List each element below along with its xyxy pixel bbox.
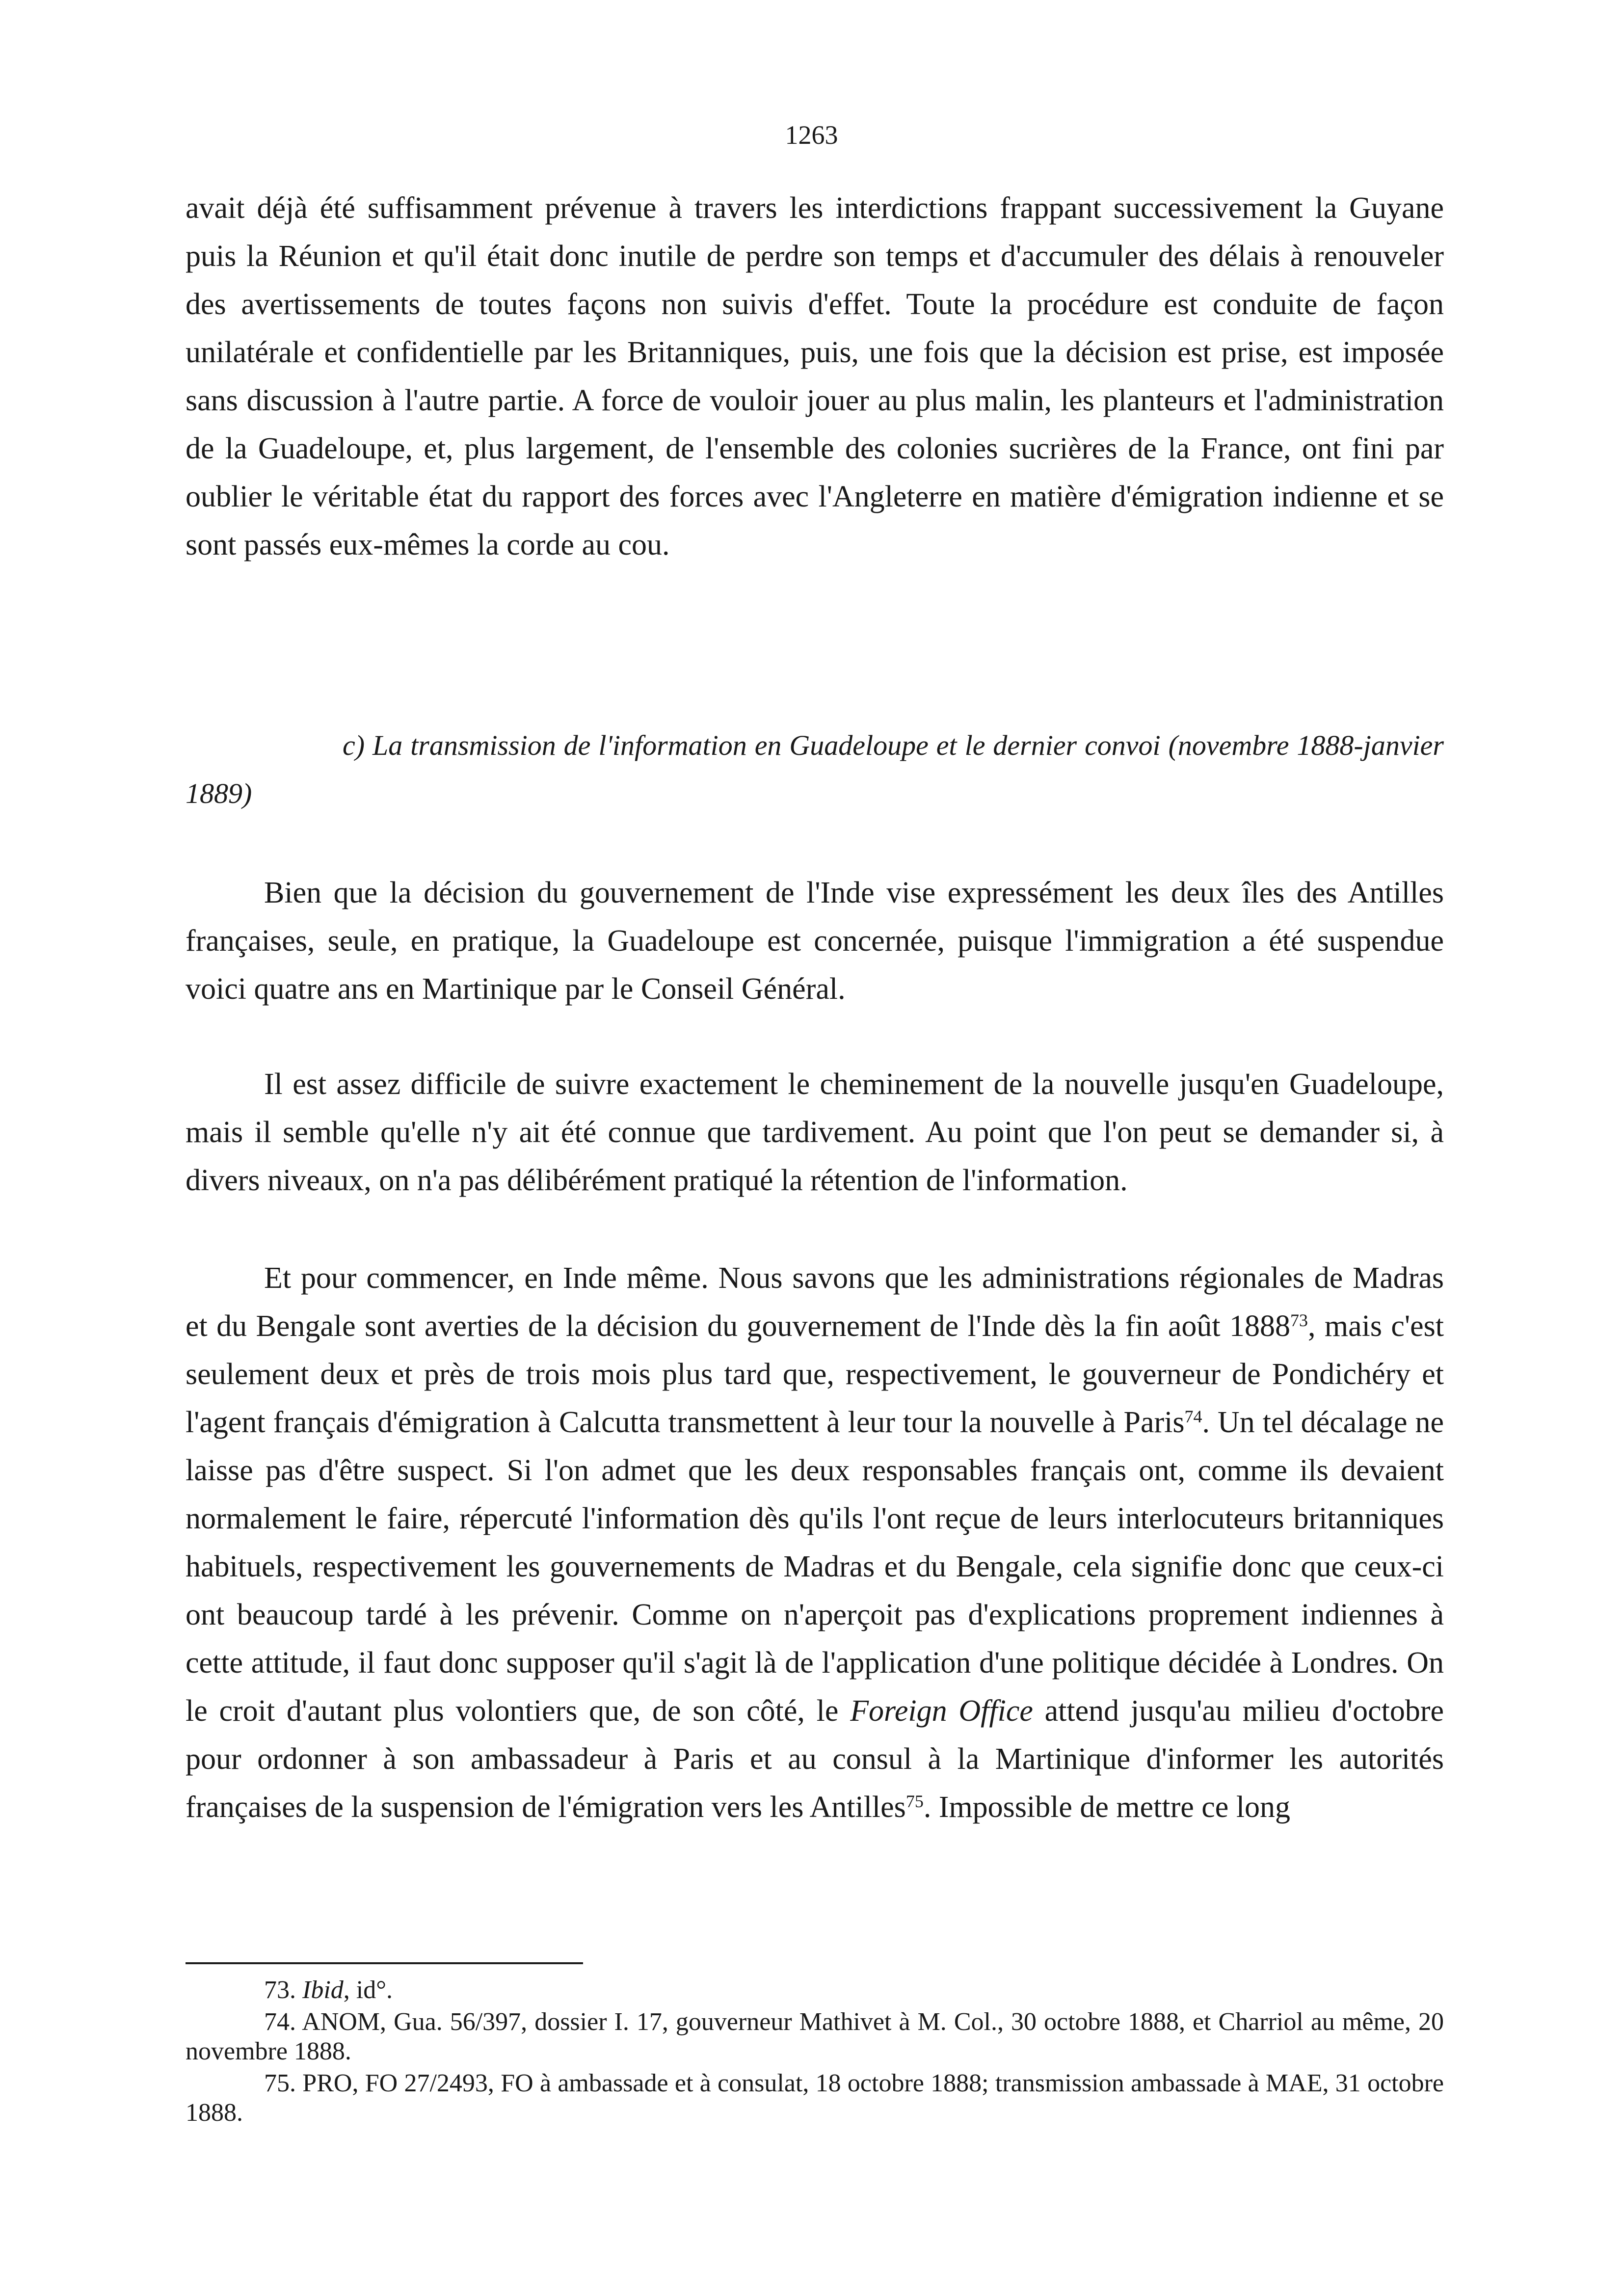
paragraph-4-text: . Impossible de mettre ce long — [923, 1790, 1291, 1824]
paragraph-4 — [186, 1254, 1444, 1831]
paragraph-4-text: . Un tel décalage ne laisse pas d'être suspect. Si l'on admet que les deux responsables français ont, comme ils devaient normalement le faire, répercuté l'information dès qu'ils l'ont reçue de leurs interlocuteurs britanniques habituels, respectivement les gouvernements de Madras et du Bengale, cela signifie donc que ceux-ci ont beaucoup tardé à les prévenir. Comme on n'aperçoit pas d'explications proprement indiennes à cette attitude, il faut donc supposer qu'il s'agit là de l'application d'une politique décidée à Londres. On le croit d'autant plus volontiers que, de son côté, le — [186, 1406, 1444, 1728]
footnote-74: 74. ANOM, Gua. 56/397, dossier I. 17, gouverneur Mathivet à M. Col., 30 octobre 1888, et Charriol au même, 20 novembre 1888. — [186, 2008, 1444, 2065]
paragraph-1: avait déjà été suffisamment prévenue à travers les interdictions frappant successivement la Guyane puis la Réunion et qu'il était donc inutile de perdre son temps et d'accumuler des délais à renouveler des avertissements de toutes façons non suivis d'effet. Toute la procédure est conduite de façon unilatérale et confidentielle par les Britanniques, puis, une fois que la décision est prise, est imposée sans discussion à l'autre partie. A force de vouloir jouer au plus malin, les planteurs et l'administration de la Guadeloupe, et, plus largement, de l'ensemble des colonies sucrières de la France, ont fini par oublier le véritable état du rapport des forces avec l'Angleterre en matière d'émigration indienne et se sont passés eux-mêmes la corde au cou. — [186, 191, 1444, 561]
footnote-ref-73: 73 — [1290, 1310, 1308, 1330]
page-number: 1263 — [785, 120, 838, 150]
footnote-separator — [186, 1962, 583, 1964]
foreign-office-term: Foreign Office — [850, 1694, 1033, 1728]
footnote-ibid: Ibid — [302, 1976, 344, 2004]
footnote-ref-75: 75 — [905, 1791, 924, 1811]
footnotes — [186, 1976, 1444, 2130]
paragraph-4-text: Et pour commencer, en Inde même. Nous savons que les administrations régionales de Madras et du Bengale sont averties de la décision du gouvernement de l'Inde dès la fin août 1888 — [186, 1261, 1444, 1343]
paragraph-3: Il est assez difficile de suivre exactement le cheminement de la nouvelle jusqu'en Guadeloupe, mais il semble qu'elle n'y ait été connue que tardivement. Au point que l'on peut se demander si, à divers niveaux, on n'a pas délibérément pratiqué la rétention de l'information. — [186, 1068, 1444, 1197]
footnote-ref-74: 74 — [1184, 1407, 1202, 1426]
paragraph-4-text: , mais c'est seulement deux et près de trois mois plus tard que, respectivement, le gouverneur de Pondichéry et l'agent français d'émigration à Calcutta transmettent à leur tour la nouvelle à Paris — [186, 1309, 1444, 1439]
footnote-75: 75. PRO, FO 27/2493, FO à ambassade et à consulat, 18 octobre 1888; transmission ambassade à MAE, 31 octobre 1888. — [186, 2069, 1444, 2127]
footnote-number: 73. — [264, 1976, 302, 2004]
footnote-text: , id°. — [343, 1976, 393, 2004]
paragraph-4-text: attend jusqu'au milieu d'octobre pour ordonner à son ambassadeur à Paris et au consul à la Martinique d'informer les autorités françaises de la suspension de l'émigration vers les Antilles — [186, 1694, 1444, 1824]
footnote-73 — [186, 1976, 1444, 2005]
section-heading: c) La transmission de l'information en Guadeloupe et le dernier convoi (novembre 1888-janvier 1889) — [186, 729, 1444, 809]
paragraph-2: Bien que la décision du gouvernement de l'Inde vise expressément les deux îles des Antilles françaises, seule, en pratique, la Guadeloupe est concernée, puisque l'immigration a été suspendue voici quatre ans en Martinique par le Conseil Général. — [186, 876, 1444, 1006]
